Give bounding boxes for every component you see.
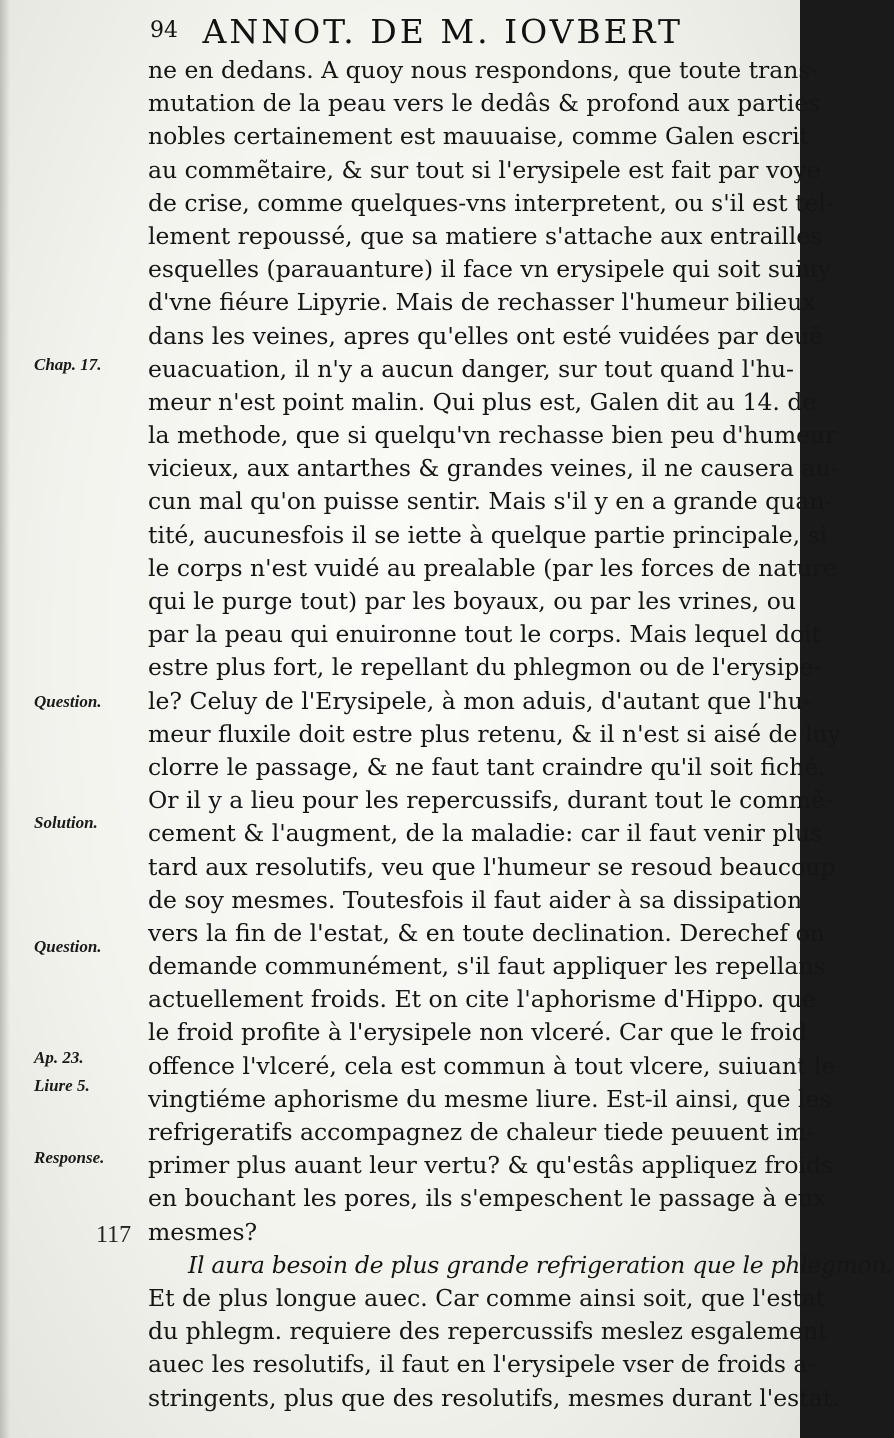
- text-line: le? Celuy de l'Erysipele, à mon aduis, d'autant que l'hu-: [148, 686, 811, 715]
- text-line: la methode, que si quelqu'vn rechasse bien peu d'humeur: [148, 421, 837, 450]
- text-line: actuellement froids. Et on cite l'aphorisme d'Hippo. que: [148, 985, 816, 1014]
- quoted-lemma-line: Il aura besoin de plus grande refrigeration que le phlegmon.: [188, 1250, 894, 1279]
- text-line: d'vne fiéure Lipyrie. Mais de rechasser l'humeur bilieux: [148, 288, 816, 317]
- text-line: qui le purge tout) par les boyaux, ou par les vrines, ou: [148, 587, 797, 615]
- page-number: 94: [150, 18, 178, 43]
- text-line: le froid profite à l'erysipele non vlceré. Car que le froid: [148, 1018, 807, 1047]
- text-line: demande communément, s'il faut appliquer les repellans: [148, 952, 826, 981]
- text-line: vicieux, aux antarthes & grandes veines, il ne causera au-: [148, 454, 839, 483]
- text-line: meur fluxile doit estre plus retenu, & il n'est si aisé de luy: [148, 719, 841, 748]
- text-line: cement & l'augment, de la maladie: car il faut venir plus: [148, 819, 823, 848]
- text-line: euacuation, il n'y a aucun danger, sur tout quand l'hu-: [148, 354, 794, 383]
- text-line: vingtiéme aphorisme du mesme liure. Est-il ainsi, que les: [148, 1084, 832, 1113]
- text-line: dans les veines, apres qu'elles ont esté vuidées par deuë: [148, 321, 824, 350]
- margin-note-aphorism: Ap. 23.: [34, 1048, 84, 1067]
- text-line: clorre le passage, & ne faut tant craindre qu'il soit fiché.: [148, 752, 826, 781]
- text-line: mesmes?: [148, 1217, 258, 1246]
- text-line: ne en dedans. A quoy nous respondons, que toute trans-: [148, 56, 819, 84]
- text-line: meur n'est point malin. Qui plus est, Galen dit au 14. de: [148, 387, 817, 416]
- text-line: en bouchant les pores, ils s'empeschent le passage à eux: [148, 1184, 827, 1213]
- text-line: primer plus auant leur vertu? & qu'estâs appliquez froids: [148, 1151, 834, 1180]
- margin-note-chapter: Chap. 17.: [34, 355, 102, 374]
- text-line: vers la fin de l'estat, & en toute declination. Derechef on: [148, 918, 825, 947]
- text-line: au commẽtaire, & sur tout si l'erysipele est fait par voye: [148, 155, 821, 184]
- signature-mark: 117: [96, 1222, 132, 1248]
- body-text: [148, 54, 894, 1415]
- page-header: [150, 12, 790, 52]
- text-line: nobles certainement est mauuaise, comme Galen escrit: [148, 122, 810, 151]
- text-line: Or il y a lieu pour les repercussifs, durant tout le commẽ-: [148, 786, 833, 815]
- text-line: cun mal qu'on puisse sentir. Mais s'il y en a grande quan-: [148, 487, 833, 516]
- text-line: stringents, plus que des resolutifs, mesmes durant l'estat.: [148, 1383, 840, 1412]
- text-line: tard aux resolutifs, veu que l'humeur se resoud beaucoup: [148, 852, 836, 881]
- text-line: refrigeratifs accompagnez de chaleur tiede peuuent im-: [148, 1118, 814, 1146]
- text-line: Et de plus longue auec. Car comme ainsi soit, que l'estat: [148, 1283, 826, 1312]
- text-line: par la peau qui enuironne tout le corps. Mais lequel doit: [148, 620, 822, 649]
- text-line: esquelles (parauanture) il face vn erysipele qui soit suiuy: [148, 255, 832, 284]
- margin-note-book: Liure 5.: [34, 1076, 90, 1095]
- margin-note-question: Question.: [34, 692, 102, 711]
- page-gutter-shadow: [0, 0, 10, 1438]
- text-line: tité, aucunesfois il se iette à quelque partie principale, si: [148, 520, 828, 549]
- margin-note-response: Response.: [34, 1148, 105, 1167]
- text-line: le corps n'est vuidé au prealable (par les forces de nature: [148, 553, 837, 582]
- text-line: auec les resolutifs, il faut en l'erysipele vser de froids a-: [148, 1350, 816, 1379]
- text-line: mutation de la peau vers le dedâs & profond aux parties: [148, 89, 821, 118]
- text-line: estre plus fort, le repellant du phlegmon ou de l'erysipe-: [148, 653, 822, 682]
- running-title: ANNOT. DE M. IOVBERT: [202, 12, 684, 51]
- text-line: offence l'vlceré, cela est commun à tout vlcere, suiuant le: [148, 1051, 836, 1080]
- text-line: de soy mesmes. Toutesfois il faut aider à sa dissipation: [148, 885, 803, 914]
- text-line: du phlegm. requiere des repercussifs meslez esgalement: [148, 1317, 828, 1346]
- margin-note-question: Question.: [34, 937, 102, 956]
- text-line: lement repoussé, que sa matiere s'attache aux entrailles: [148, 221, 823, 250]
- text-line: de crise, comme quelques-vns interpretent, ou s'il est tel-: [148, 188, 834, 217]
- margin-note-solution: Solution.: [34, 813, 98, 832]
